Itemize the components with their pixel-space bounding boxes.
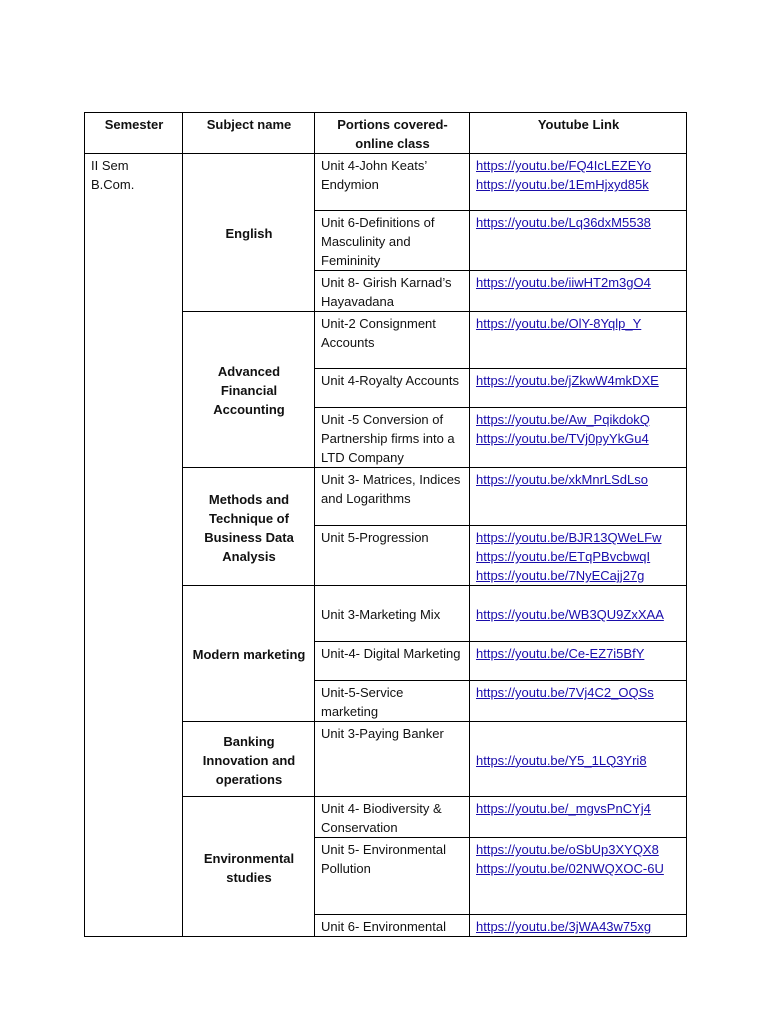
youtube-link[interactable]: https://youtu.be/WB3QU9ZxXAA xyxy=(476,607,664,622)
portion-cell: Unit-5-Service marketing xyxy=(315,681,470,722)
header-semester: Semester xyxy=(85,113,183,154)
portion-cell: Unit 3-Marketing Mix xyxy=(315,586,470,642)
youtube-link[interactable]: https://youtu.be/02NWQXOC-6U xyxy=(476,861,664,876)
subject-name-cell: Banking Innovation and operations xyxy=(183,722,315,797)
subject-name-cell: Modern marketing xyxy=(183,586,315,722)
portion-cell: Unit 6- Environmental xyxy=(315,915,470,937)
youtube-link-cell xyxy=(470,408,687,468)
portion-cell: Unit 5-Progression xyxy=(315,526,470,586)
semester-cell: II Sem B.Com. xyxy=(85,154,183,937)
table-body xyxy=(85,154,687,937)
youtube-link[interactable]: https://youtu.be/Lq36dxM5538 xyxy=(476,215,651,230)
youtube-link-cell xyxy=(470,838,687,915)
youtube-link[interactable]: https://youtu.be/iiwHT2m3gO4 xyxy=(476,275,651,290)
table-row xyxy=(85,154,687,211)
portion-cell: Unit -5 Conversion of Partnership firms into a LTD Company xyxy=(315,408,470,468)
youtube-link[interactable]: https://youtu.be/3jWA43w75xg xyxy=(476,919,652,934)
youtube-link-cell xyxy=(470,211,687,271)
youtube-link-cell xyxy=(470,369,687,408)
youtube-link-cell xyxy=(470,586,687,642)
youtube-link[interactable]: https://youtu.be/ETqPBvcbwqI xyxy=(476,549,651,564)
youtube-link[interactable]: https://youtu.be/FQ4IcLEZEYo xyxy=(476,158,652,173)
youtube-link-cell xyxy=(470,681,687,722)
youtube-link-cell xyxy=(470,642,687,681)
subject-name-cell: Advanced Financial Accounting xyxy=(183,312,315,468)
youtube-link-cell xyxy=(470,722,687,797)
subject-name-cell: Environmental studies xyxy=(183,797,315,937)
subject-name-cell: English xyxy=(183,154,315,312)
header-row xyxy=(85,113,687,154)
header-subject-name: Subject name xyxy=(183,113,315,154)
youtube-link-cell xyxy=(470,797,687,838)
youtube-link-cell xyxy=(470,312,687,369)
youtube-link-cell xyxy=(470,271,687,312)
portion-cell: Unit-2 Consignment Accounts xyxy=(315,312,470,369)
youtube-link[interactable]: https://youtu.be/OlY-8Yqlp_Y xyxy=(476,316,642,331)
portion-cell: Unit 5- Environmental Pollution xyxy=(315,838,470,915)
youtube-link-cell xyxy=(470,154,687,211)
subject-name-cell: Methods and Technique of Business Data Analysis xyxy=(183,468,315,586)
youtube-link-cell xyxy=(470,526,687,586)
portion-cell: Unit 4- Biodiversity & Conservation xyxy=(315,797,470,838)
portion-cell: Unit 4-John Keats’ Endymion xyxy=(315,154,470,211)
youtube-link[interactable]: https://youtu.be/7Vj4C2_OQSs xyxy=(476,685,654,700)
youtube-link[interactable]: https://youtu.be/jZkwW4mkDXE xyxy=(476,373,659,388)
portion-cell: Unit 6-Definitions of Masculinity and Femininity xyxy=(315,211,470,271)
youtube-link[interactable]: https://youtu.be/Y5_1LQ3Yri8 xyxy=(476,752,647,768)
youtube-link[interactable]: https://youtu.be/_mgvsPnCYj4 xyxy=(476,801,651,816)
youtube-link[interactable]: https://youtu.be/oSbUp3XYQX8 xyxy=(476,842,659,857)
youtube-link[interactable]: https://youtu.be/xkMnrLSdLso xyxy=(476,472,648,487)
portion-cell: Unit 3- Matrices, Indices and Logarithms xyxy=(315,468,470,526)
portion-cell: Unit-4- Digital Marketing xyxy=(315,642,470,681)
youtube-link[interactable]: https://youtu.be/1EmHjxyd85k xyxy=(476,177,649,192)
youtube-link-cell xyxy=(470,468,687,526)
youtube-link[interactable]: https://youtu.be/7NyECajj27g xyxy=(476,568,645,583)
portion-cell: Unit 8- Girish Karnad’s Hayavadana xyxy=(315,271,470,312)
portion-cell: Unit 4-Royalty Accounts xyxy=(315,369,470,408)
portion-cell: Unit 3-Paying Banker xyxy=(315,722,470,797)
youtube-link[interactable]: https://youtu.be/TVj0pyYkGu4 xyxy=(476,431,649,446)
youtube-link[interactable]: https://youtu.be/Aw_PqikdokQ xyxy=(476,412,650,427)
header-youtube-link: Youtube Link xyxy=(470,113,687,154)
schedule-table xyxy=(84,112,687,937)
youtube-link-cell xyxy=(470,915,687,937)
youtube-link[interactable]: https://youtu.be/BJR13QWeLFw xyxy=(476,530,662,545)
header-portions: Portions covered- online class xyxy=(315,113,470,154)
youtube-link[interactable]: https://youtu.be/Ce-EZ7i5BfY xyxy=(476,646,645,661)
